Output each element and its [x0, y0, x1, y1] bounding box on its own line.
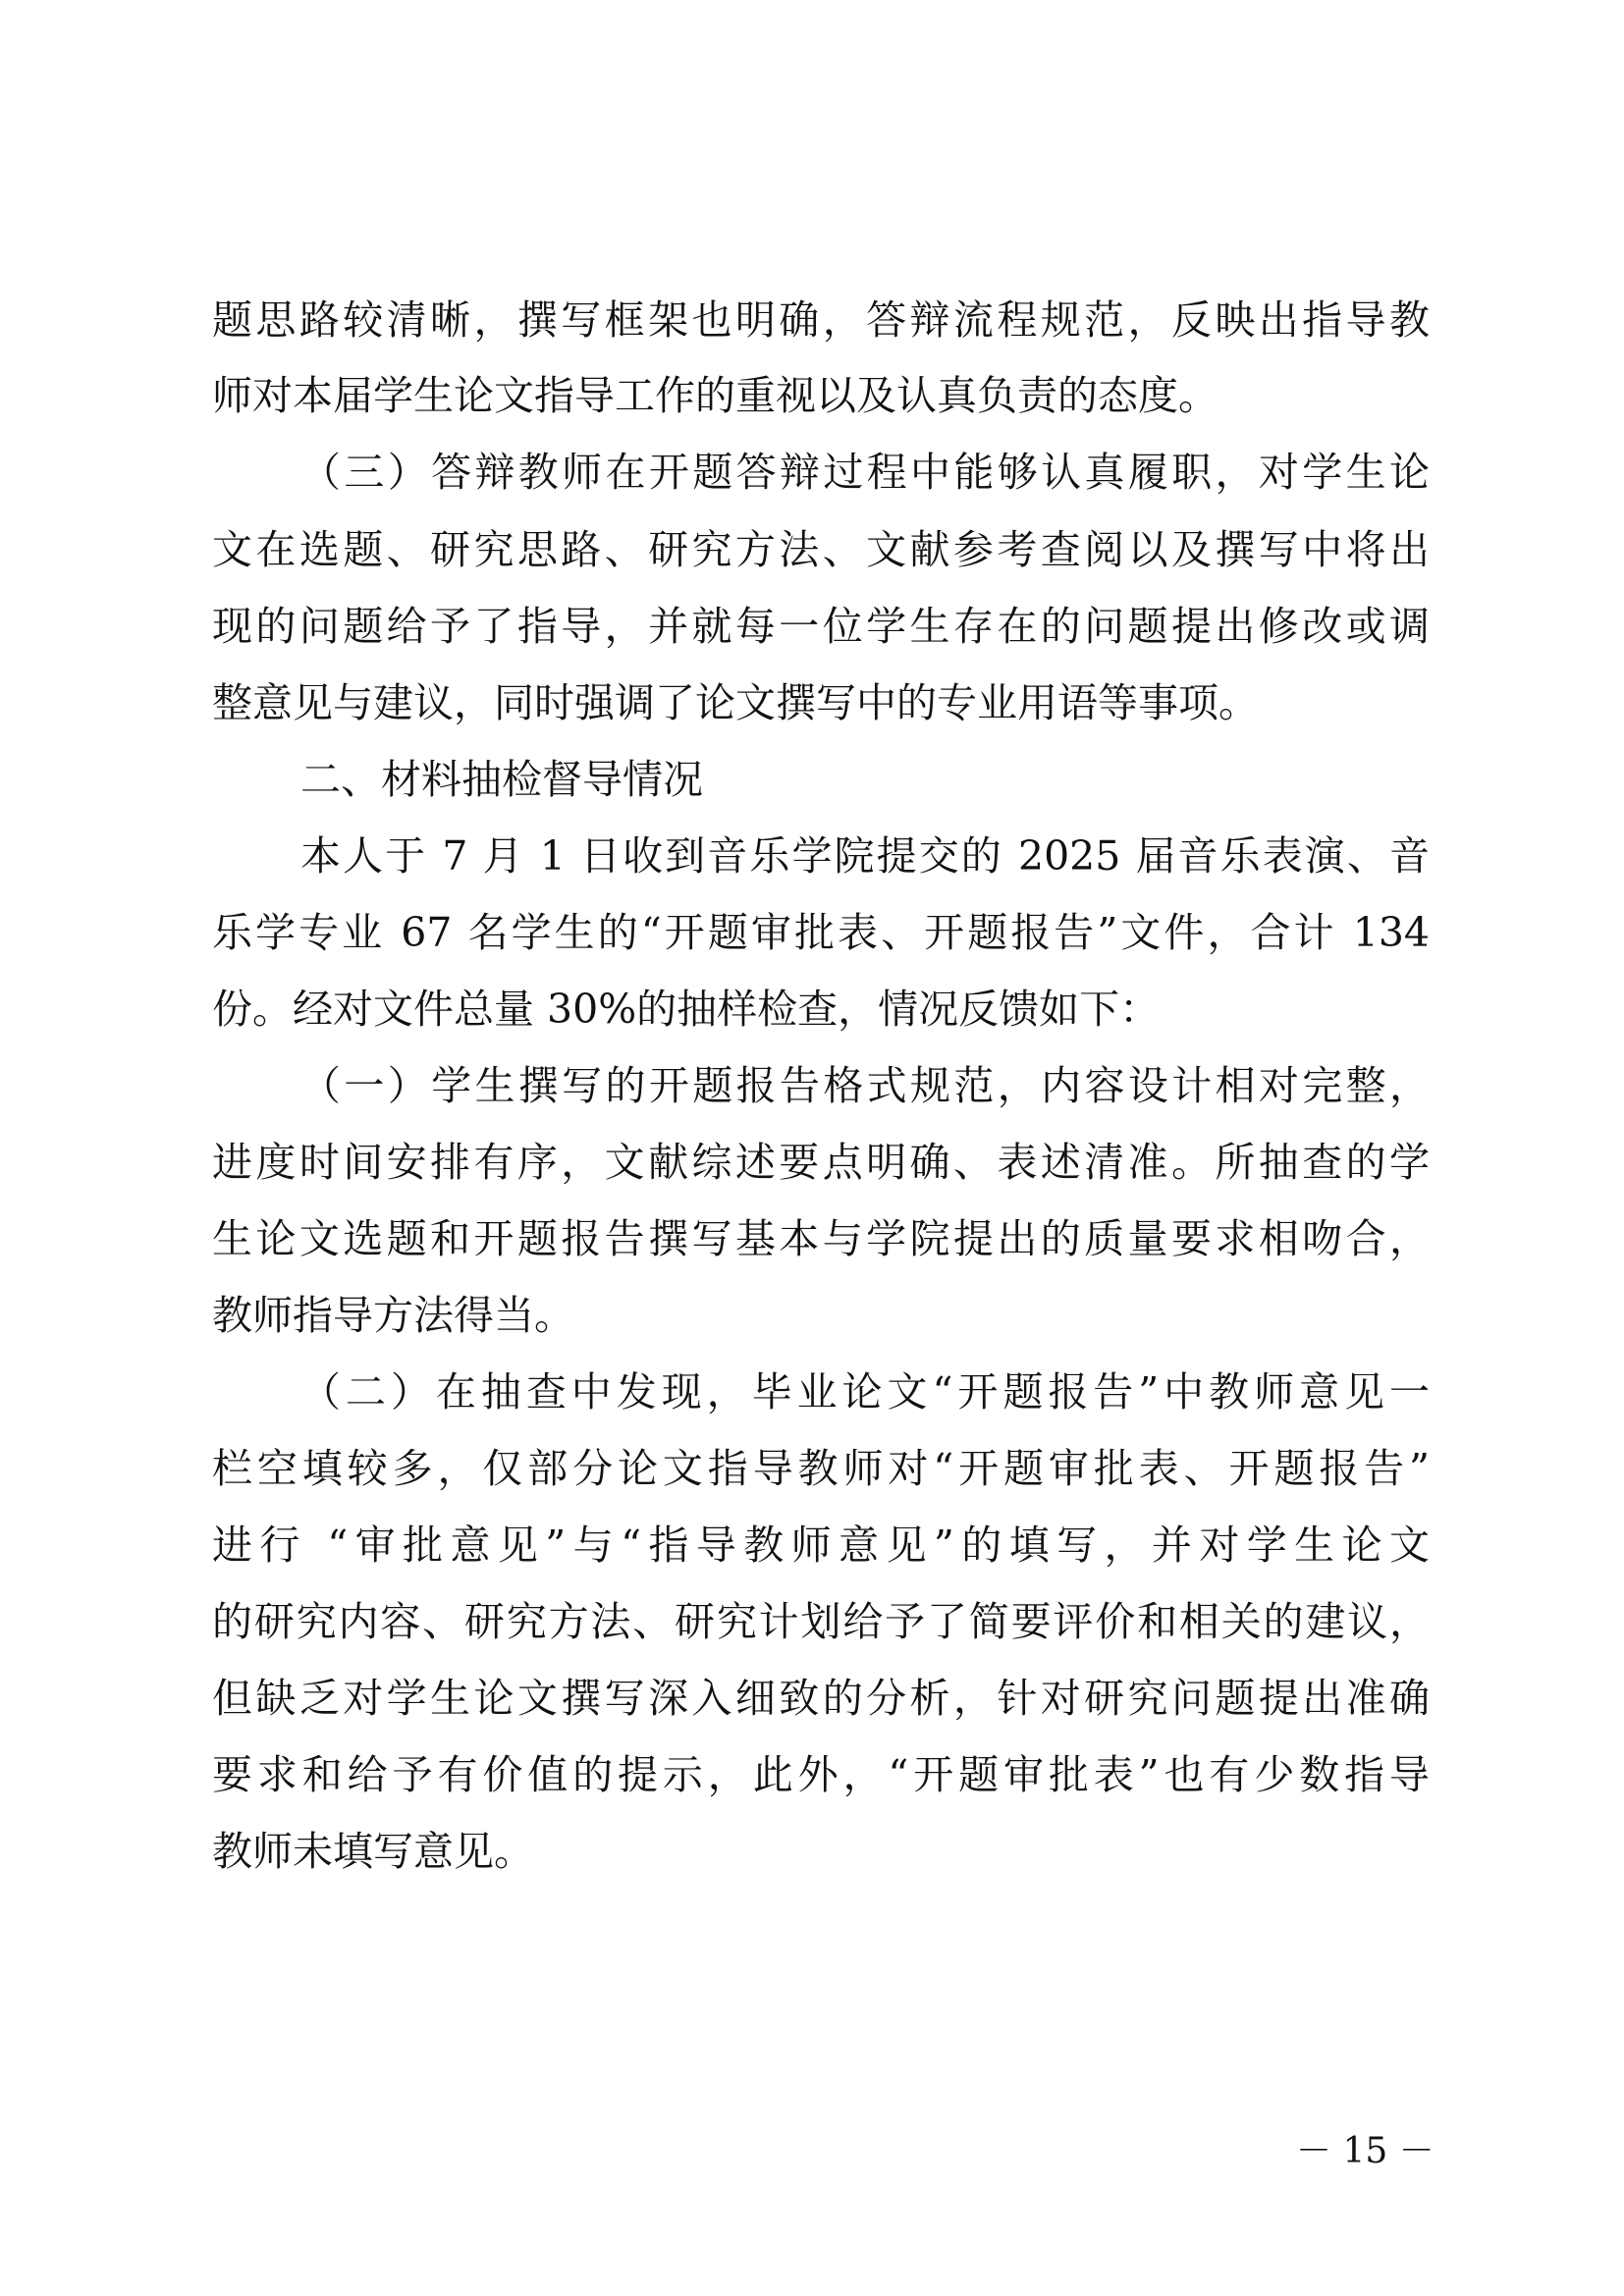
section-heading: 二、材料抽检督导情况: [300, 756, 703, 803]
text-line: 教师指导方法得当。: [212, 1292, 574, 1339]
text-line: 份。经对文件总量 30%的抽样检查，情况反馈如下：: [212, 986, 1161, 1033]
text-line: 进度时间安排有序，文献综述要点明确、表述清准。所抽查的学: [212, 1139, 1430, 1186]
text-line: 师对本届学生论文指导工作的重视以及认真负责的态度。: [212, 372, 1218, 419]
text-line: 生论文选题和开题报告撰写基本与学院提出的质量要求相吻合，: [212, 1215, 1430, 1262]
text-line: 栏空填较多，仅部分论文指导教师对“开题审批表、开题报告”: [212, 1445, 1430, 1492]
text-line: （一）学生撰写的开题报告格式规范，内容设计相对完整，: [300, 1062, 1430, 1109]
text-line: 的研究内容、研究方法、研究计划给予了简要评价和相关的建议，: [212, 1598, 1430, 1645]
text-line: 整意见与建议，同时强调了论文撰写中的专业用语等事项。: [212, 679, 1259, 726]
text-line: 进行 “审批意见”与“指导教师意见”的填写，并对学生论文: [212, 1522, 1430, 1569]
text-line: 要求和给予有价值的提示，此外，“开题审批表”也有少数指导: [212, 1751, 1430, 1798]
text-line: 本人于 7 月 1 日收到音乐学院提交的 2025 届音乐表演、音: [300, 832, 1430, 880]
text-line: 文在选题、研究思路、研究方法、文献参考查阅以及撰写中将出: [212, 526, 1430, 573]
page-number: － 15 －: [1296, 2131, 1435, 2171]
text-line: 乐学专业 67 名学生的“开题审批表、开题报告”文件，合计 134: [212, 909, 1430, 956]
text-line: （三）答辩教师在开题答辩过程中能够认真履职，对学生论: [300, 449, 1430, 496]
text-line: 教师未填写意见。: [212, 1828, 534, 1875]
text-line: （二）在抽查中发现，毕业论文“开题报告”中教师意见一: [300, 1368, 1430, 1415]
text-line: 现的问题给予了指导，并就每一位学生存在的问题提出修改或调: [212, 603, 1430, 650]
text-line: 但缺乏对学生论文撰写深入细致的分析，针对研究问题提出准确: [212, 1675, 1430, 1722]
text-line: 题思路较清晰，撰写框架也明确，答辩流程规范，反映出指导教: [212, 296, 1430, 344]
